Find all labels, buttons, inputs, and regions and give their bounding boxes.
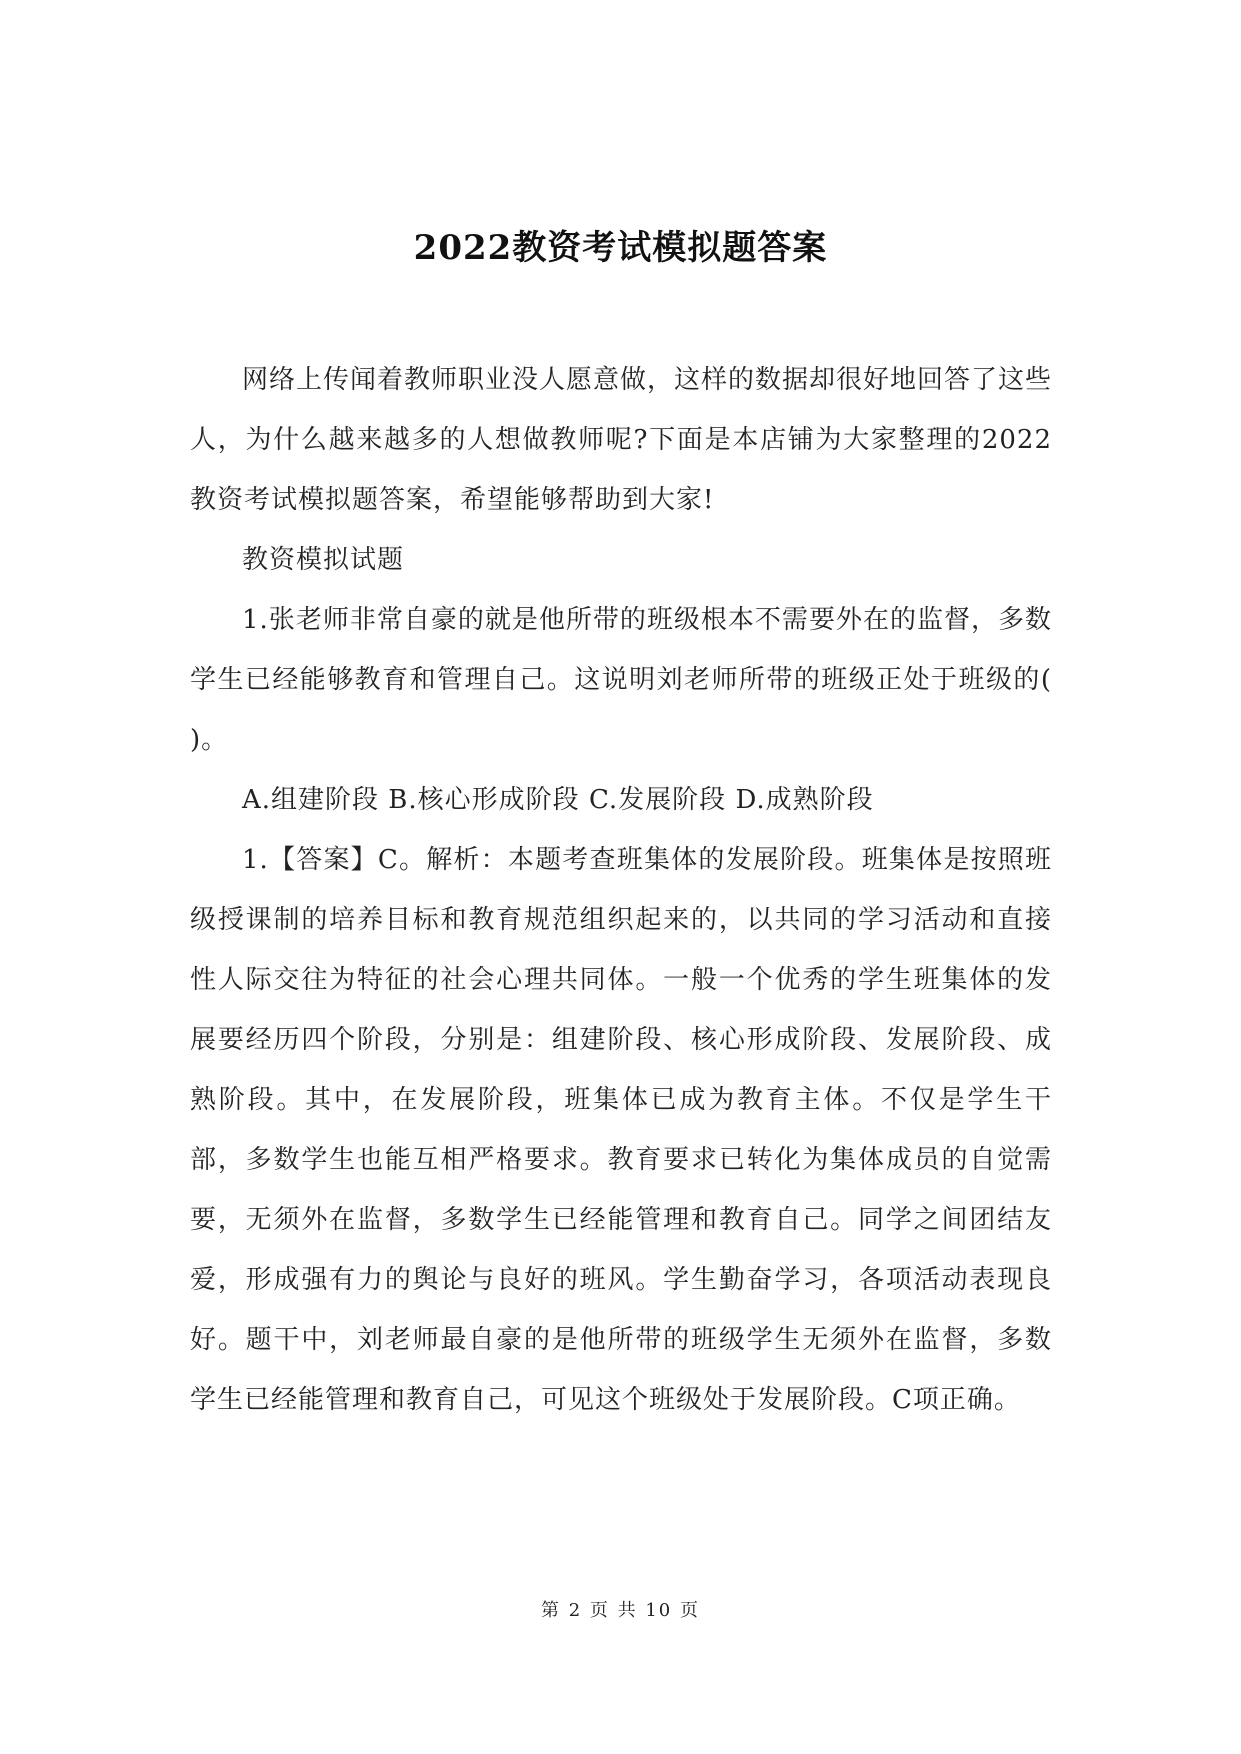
answer-paragraph: 1.【答案】C。解析：本题考查班集体的发展阶段。班集体是按照班级授课制的培养目标和教育规范组织起来的，以共同的学习活动和直接性人际交往为特征的社会心理共同体。一般一个优秀的学生班集体的发展要经历四个阶段，分别是：组建阶段、核心形成阶段、发展阶段、成熟阶段。其中，在发展阶段，班集体已成为教育主体。不仅是学生干部，多数学生也能互相严格要求。教育要求已转化为集体成员的自觉需要，无须外在监督，多数学生已经能管理和教育自己。同学之间团结友爱，形成强有力的舆论与良好的班风。学生勤奋学习，各项活动表现良好。题干中，刘老师最自豪的是他所带的班级学生无须外在监督，多数学生已经能管理和教育自己，可见这个班级处于发展阶段。C项正确。 — [190, 845, 1052, 1415]
section-heading: 教资模拟试题 — [242, 545, 405, 575]
options-paragraph: A.组建阶段 B.核心形成阶段 C.发展阶段 D.成熟阶段 — [242, 785, 874, 815]
question-paragraph: 1.张老师非常自豪的就是他所带的班级根本不需要外在的监督，多数学生已经能够教育和管理自己。这说明刘老师所带的班级正处于班级的( )。 — [190, 605, 1052, 755]
document-title: 2022教资考试模拟题答案 — [413, 228, 828, 268]
intro-paragraph: 网络上传闻着教师职业没人愿意做，这样的数据却很好地回答了这些人，为什么越来越多的人想做教师呢?下面是本店铺为大家整理的2022教资考试模拟题答案，希望能够帮助到大家! — [190, 365, 1053, 515]
page-footer: 第 2 页 共 10 页 — [541, 1600, 700, 1621]
document-body — [190, 350, 1052, 1430]
